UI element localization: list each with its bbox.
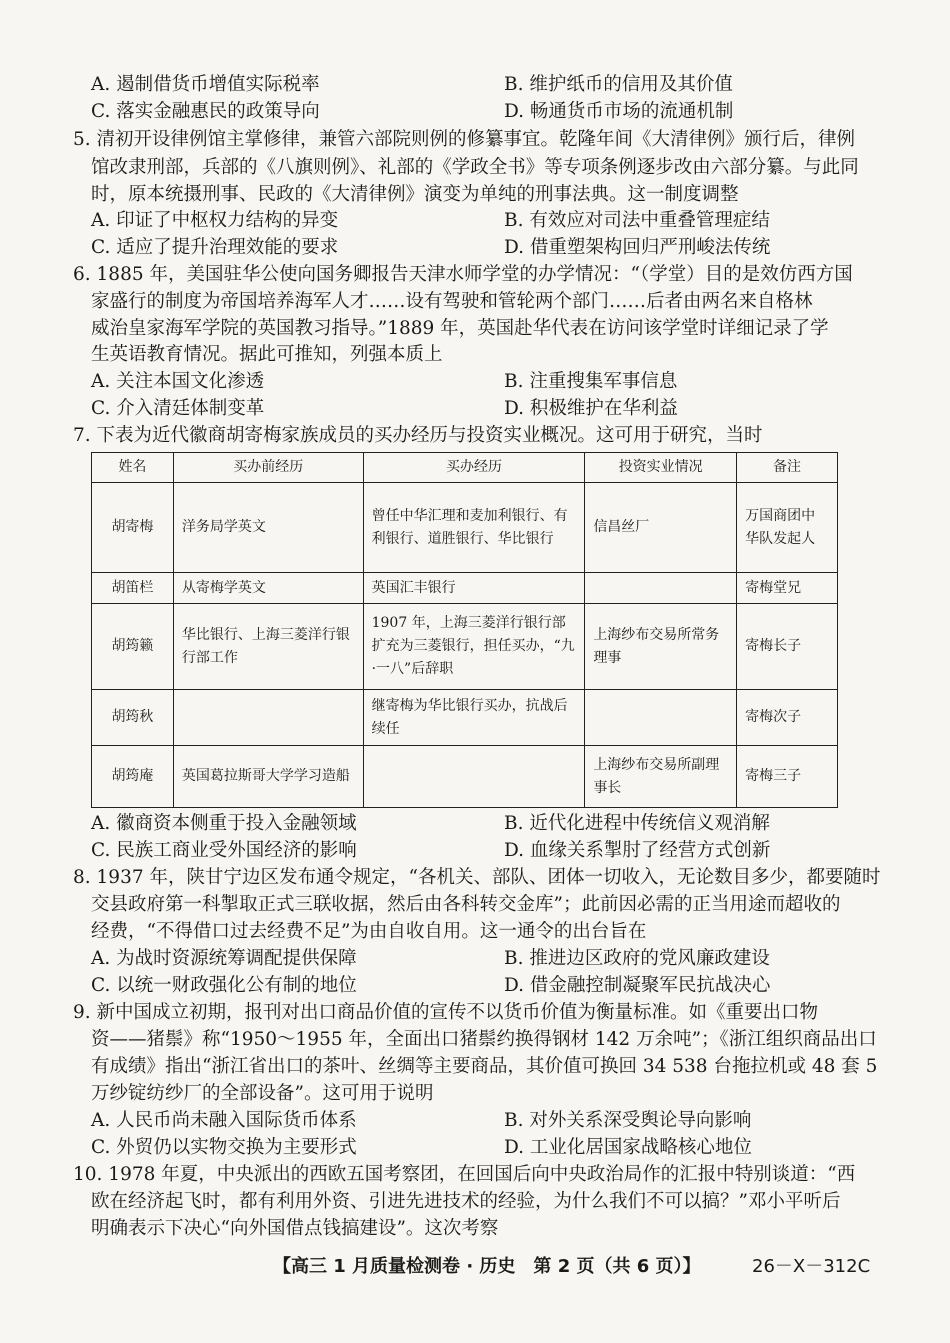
q6-stem-line-3: 威治皇家海军学院的英国教习指导。”1889 年，英国赴华代表在访问该学堂时详细记录了学 <box>91 318 829 339</box>
q9-stem-line-1: 9. 新中国成立初期，报刊对出口商品价值的宣传不以货币价值为衡量标准。如《重要出口物 <box>73 1002 819 1023</box>
q5-option-a: A. 印证了中枢权力结构的异变 <box>91 210 339 231</box>
q5-option-b: B. 有效应对司法中重叠管理症结 <box>504 210 770 231</box>
comprador-table <box>91 452 838 808</box>
table-cell: 上海纱布交易所常务理事 <box>585 604 737 690</box>
table-cell: 胡筠籁 <box>92 604 174 690</box>
table-cell: 寄梅次子 <box>737 690 838 746</box>
q7-option-c: C. 民族工商业受外国经济的影响 <box>91 840 357 861</box>
q7-stem: 7. 下表为近代徽商胡寄梅家族成员的买办经历与投资实业概况。这可用于研究，当时 <box>73 425 763 446</box>
table-cell: 洋务局学英文 <box>173 483 363 573</box>
q8-option-a: A. 为战时资源统筹调配提供保障 <box>91 948 357 969</box>
q4-option-a: A. 遏制借货币增值实际税率 <box>91 74 320 95</box>
header-experience: 买办经历 <box>363 453 585 483</box>
table-cell: 胡寄梅 <box>92 483 174 573</box>
q4-option-b: B. 维护纸币的信用及其价值 <box>504 74 733 95</box>
q8-option-c: C. 以统一财政强化公有制的地位 <box>91 975 357 996</box>
q6-option-a: A. 关注本国文化渗透 <box>91 371 265 392</box>
table-cell: 胡筠庵 <box>92 746 174 808</box>
table-row <box>92 690 838 746</box>
q10-stem-line-2: 欧在经济起飞时，都有利用外资、引进先进技术的经验，为什么我们不可以搞？”邓小平听后 <box>91 1191 841 1212</box>
table-row <box>92 573 838 604</box>
table-cell <box>585 573 737 604</box>
q6-stem-line-1: 6. 1885 年，美国驻华公使向国务卿报告天津水师学堂的办学情况：“（学堂）目的是效仿西方国 <box>73 264 853 285</box>
q7-option-b: B. 近代化进程中传统信义观消解 <box>504 813 770 834</box>
table-cell: 胡笛栏 <box>92 573 174 604</box>
table-row <box>92 604 838 690</box>
q9-stem-line-2: 资——猪鬃》称“1950～1955 年，全面出口猪鬃约换得钢材 142 万余吨”；《浙江组织商品出口 <box>91 1029 877 1050</box>
header-note: 备注 <box>737 453 838 483</box>
q8-stem-line-2: 交县政府第一科掣取正式三联收据，然后由各科转交金库”；此前因必需的正当用途而超收的 <box>91 894 841 915</box>
q6-option-c: C. 介入清廷体制变革 <box>91 398 265 419</box>
q9-option-a: A. 人民币尚未融入国际货币体系 <box>91 1110 357 1131</box>
q5-stem-line-2: 馆改隶刑部，兵部的《八旗则例》、礼部的《学政全书》等专项条例逐步改由六部分纂。与此同 <box>91 157 859 178</box>
table-cell: 曾任中华汇理和麦加利银行、有利银行、道胜银行、华比银行 <box>363 483 585 573</box>
q5-stem-line-1: 5. 清初开设律例馆主掌修律，兼管六部院则例的修纂事宜。乾隆年间《大清律例》颁行后，律例 <box>73 129 856 150</box>
q5-stem-line-3: 时，原本统摄刑事、民政的《大清律例》演变为单纯的刑事法典。这一制度调整 <box>91 184 739 205</box>
table-cell: 寄梅堂兄 <box>737 573 838 604</box>
table-cell: 胡筠秋 <box>92 690 174 746</box>
table-cell: 寄梅三子 <box>737 746 838 808</box>
table-cell <box>585 690 737 746</box>
table-row <box>92 746 838 808</box>
table-row <box>92 483 838 573</box>
table-cell: 寄梅长子 <box>737 604 838 690</box>
header-name: 姓名 <box>92 453 174 483</box>
q6-stem-line-2: 家盛行的制度为帝国培养海军人才……设有驾驶和管轮两个部门……后者由两名来自格林 <box>91 291 813 312</box>
q8-option-d: D. 借金融控制凝聚军民抗战决心 <box>504 975 771 996</box>
table-cell: 继寄梅为华比银行买办，抗战后续任 <box>363 690 585 746</box>
q5-option-d: D. 借重塑架构回归严刑峻法传统 <box>504 237 771 258</box>
q9-stem-line-4: 万纱锭纺纱厂的全部设备”。这可用于说明 <box>91 1083 434 1104</box>
table-cell: 信昌丝厂 <box>585 483 737 573</box>
q7-option-a: A. 徽商资本侧重于投入金融领域 <box>91 813 357 834</box>
q6-stem-line-4: 生英语教育情况。据此可推知，列强本质上 <box>91 344 443 365</box>
table-cell: 万国商团中华队发起人 <box>737 483 838 573</box>
q6-option-b: B. 注重搜集军事信息 <box>504 371 678 392</box>
page-footer-code: 26－X－312C <box>752 1256 871 1277</box>
q10-stem-line-1: 10. 1978 年夏，中央派出的西欧五国考察团，在回国后向中央政治局作的汇报中特别谈道：“西 <box>73 1164 856 1185</box>
q9-option-d: D. 工业化居国家战略核心地位 <box>504 1137 752 1158</box>
q7-option-d: D. 血缘关系掣肘了经营方式创新 <box>504 840 771 861</box>
q9-option-b: B. 对外关系深受舆论导向影响 <box>504 1110 752 1131</box>
table-cell: 1907 年，上海三菱洋行银行部扩充为三菱银行，担任买办，“九·一八”后辞职 <box>363 604 585 690</box>
table-cell: 华比银行、上海三菱洋行银行部工作 <box>173 604 363 690</box>
table-cell: 英国葛拉斯哥大学学习造船 <box>173 746 363 808</box>
table-cell: 上海纱布交易所副理事长 <box>585 746 737 808</box>
q10-stem-line-3: 明确表示下决心“向外国借点钱搞建设”。这次考察 <box>91 1218 499 1239</box>
q5-option-c: C. 适应了提升治理效能的要求 <box>91 237 339 258</box>
q8-stem-line-3: 经费，“不得借口过去经费不足”为由自收自用。这一通令的出台旨在 <box>91 921 647 942</box>
q8-stem-line-1: 8. 1937 年，陕甘宁边区发布通令规定，“各机关、部队、团体一切收入，无论数目多少，都要随时 <box>73 867 881 888</box>
table-cell <box>173 690 363 746</box>
table-header-row <box>92 453 838 483</box>
q6-option-d: D. 积极维护在华利益 <box>504 398 678 419</box>
table-cell <box>363 746 585 808</box>
q9-stem-line-3: 有成绩》指出“浙江省出口的茶叶、丝绸等主要商品，其价值可换回 34 538 台拖拉机或 48 套 5 <box>91 1056 878 1077</box>
q9-option-c: C. 外贸仍以实物交换为主要形式 <box>91 1137 357 1158</box>
header-before: 买办前经历 <box>173 453 363 483</box>
page-footer-title: 【高三 1 月质量检测卷 · 历史 第 2 页（共 6 页）】 <box>273 1256 701 1277</box>
table-cell: 英国汇丰银行 <box>363 573 585 604</box>
table-cell: 从寄梅学英文 <box>173 573 363 604</box>
q4-option-d: D. 畅通货币市场的流通机制 <box>504 101 734 122</box>
q4-option-c: C. 落实金融惠民的政策导向 <box>91 101 320 122</box>
header-investment: 投资实业情况 <box>585 453 737 483</box>
q8-option-b: B. 推进边区政府的党风廉政建设 <box>504 948 770 969</box>
